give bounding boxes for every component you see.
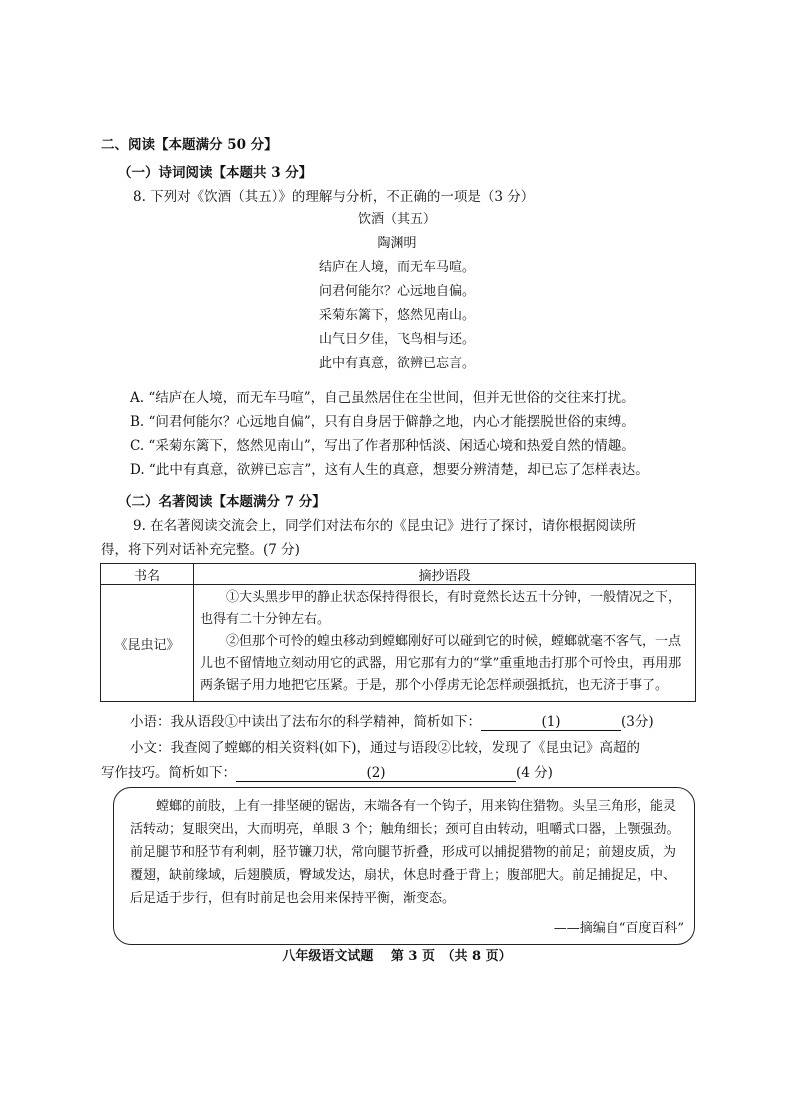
table-excerpt-cell bbox=[194, 585, 696, 702]
table-book-title: 《昆虫记》 bbox=[101, 585, 194, 702]
excerpt-paragraph-2: ②但那个可怜的蝗虫移动到螳螂刚好可以碰到它的时候，螳螂就毫不客气，一点儿也不留情地立刻动用它的武器，用它那有力的“掌”重重地击打那个可怜虫，再用那两条锯子用力地把它压紧。于是，那个小俘虏无论怎样顽强抵抗，也无济于事了。 bbox=[200, 634, 682, 693]
table-header-excerpt: 摘抄语段 bbox=[194, 564, 696, 585]
excerpt-table bbox=[100, 563, 696, 702]
reference-text-block bbox=[130, 795, 686, 910]
option-a: A. “结庐在人境，而无车马喧”，自己虽然居住在尘世间，但并无世俗的交往来打扰。 bbox=[130, 390, 635, 406]
poem-title: 饮酒（其五） bbox=[357, 212, 436, 227]
poem-line: 此中有真意，欲辨已忘言。 bbox=[318, 356, 475, 371]
option-b: B. “问君何能尔？心远地自偏”，只有自身居于僻静之地，内心才能摆脱世俗的束缚。 bbox=[130, 414, 635, 430]
classics-subheading: （二）名著阅读【本题满分 7 分】 bbox=[118, 494, 326, 510]
poem-line: 采菊东篱下，悠然见南山。 bbox=[318, 308, 475, 323]
page-footer: 八年级语文试题 第 3 页 （共 8 页） bbox=[282, 949, 512, 964]
poem-line: 问君何能尔？心远地自偏。 bbox=[318, 284, 475, 299]
xiaowen-score: (4 分) bbox=[516, 765, 553, 781]
xiaoyu-line bbox=[130, 710, 654, 731]
question-8: 8. 下列对《饮酒（其五）》的理解与分析，不正确的一项是（3 分） bbox=[133, 189, 535, 205]
xiaoyu-score: (3分) bbox=[621, 714, 654, 730]
question-9-line1: 9. 在名著阅读交流会上，同学们对法布尔的《昆虫记》进行了探讨，请你根据阅读所 bbox=[133, 518, 637, 534]
excerpt-paragraph-1: ①大头黑步甲的静止状态保持得很长，有时竟然长达五十分钟，一般情况之下，也得有二十分钟左右。 bbox=[200, 590, 682, 627]
reference-source: ——摘编自“百度百科” bbox=[553, 921, 684, 936]
answer-blank-2[interactable]: (2) bbox=[236, 765, 516, 782]
answer-blank-1[interactable]: (1) bbox=[481, 714, 621, 731]
poem-author: 陶渊明 bbox=[377, 236, 417, 251]
question-9-line2: 得，将下列对话补充完整。(7 分) bbox=[101, 542, 300, 558]
xiaowen-line1: 小文：我查阅了螳螂的相关资料(如下)，通过与语段②比较，发现了《昆虫记》高超的 bbox=[130, 740, 641, 756]
poetry-subheading: （一）诗词阅读【本题共 3 分】 bbox=[118, 165, 313, 181]
xiaowen-prefix: 写作技巧。简析如下： bbox=[101, 765, 236, 781]
poem-line: 结庐在人境，而无车马喧。 bbox=[318, 260, 475, 275]
xiaoyu-text: 小语：我从语段①中读出了法布尔的科学精神，简析如下： bbox=[130, 714, 481, 730]
section-heading: 二、阅读【本题满分 50 分】 bbox=[101, 137, 278, 153]
reference-text: 螳螂的前肢，上有一排坚硬的锯齿，末端各有一个钩子，用来钩住猎物。头呈三角形，能灵活转动；复眼突出，大而明亮，单眼 3 个；触角细长；颈可自由转动，咀嚼式口器，上颚强劲。前足腿节和胫节有利刺，胫节镰刀状，常向腿节折叠，形成可以捕捉猎物的前足；前翅皮质，为覆翅，缺前缘域，后翅膜质，臀域发达，扇状，休息时叠于背上；腹部肥大。前足捕捉足，中、后足适于步行，但有时前足也会用来保持平衡，渐变态。 bbox=[130, 799, 680, 906]
option-d: D. “此中有真意，欲辨已忘言”，这有人生的真意，想要分辨清楚，却已忘了怎样表达。 bbox=[130, 462, 649, 478]
xiaowen-line2 bbox=[101, 761, 553, 782]
option-c: C. “采菊东篱下，悠然见南山”，写出了作者那种恬淡、闲适心境和热爱自然的情趣。 bbox=[130, 438, 635, 454]
poem-line: 山气日夕佳，飞鸟相与还。 bbox=[318, 332, 475, 347]
table-header-book: 书名 bbox=[101, 564, 194, 585]
